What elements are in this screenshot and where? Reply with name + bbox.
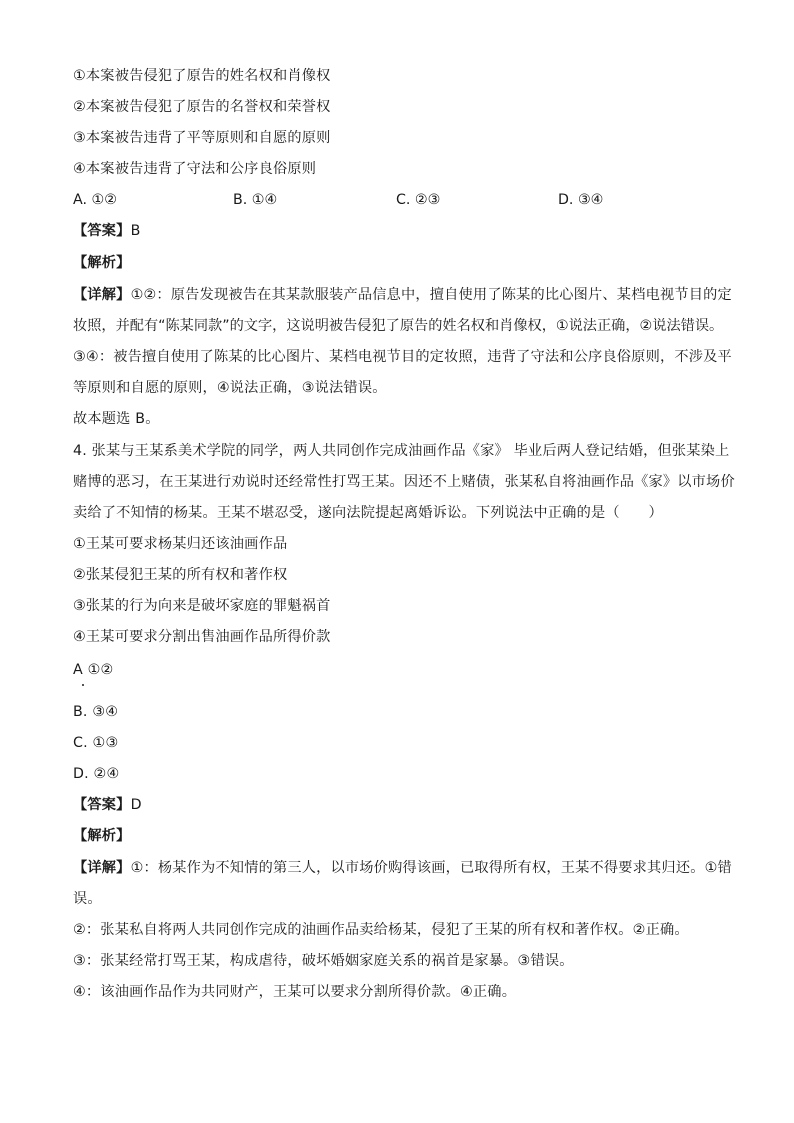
q4-statement-2: ②张某侵犯王某的所有权和著作权 (73, 567, 288, 583)
detail-text: ①②：原告发现被告在其某款服装产品信息中，擅自使用了陈某的比心图片、某档电视节目的定 (130, 287, 732, 303)
q3-option-b: B. ①④ (233, 192, 278, 208)
q3-statement-3: ③本案被告违背了平等原则和自愿的原则 (73, 130, 331, 146)
q4-option-d: D. ②④ (73, 766, 120, 782)
q4-option-c: C. ①③ (73, 735, 119, 751)
answer-tag: 【答案】 (73, 797, 131, 813)
q4-stem-line-1: 4. 张某与王某系美术学院的同学，两人共同创作完成油画作品《家》 毕业后两人登记结婚，但张某染上 (73, 443, 730, 459)
q4-stem-line-3: 卖给了不知情的杨某。王某不堪忍受，遂向法院提起离婚诉讼。下列说法中正确的是（ ） (73, 505, 663, 521)
q4-statement-3: ③张某的行为向来是破坏家庭的罪魁祸首 (73, 598, 331, 614)
q3-conclusion: 故本题选 B。 (73, 411, 160, 427)
answer-value: D (130, 797, 142, 813)
detail-tag: 【详解】 (73, 287, 131, 303)
q3-analysis-heading (73, 253, 131, 273)
q4-detail-line-3: ②：张某私自将两人共同创作完成的油画作品卖给杨某，侵犯了王某的所有权和著作权。②正确。 (73, 922, 689, 938)
q3-option-c: C. ②③ (396, 192, 441, 208)
q4-detail-line-2: 误。 (73, 891, 102, 907)
q4-statement-1: ①王某可要求杨某归还该油画作品 (73, 536, 288, 552)
detail-text: ①：杨某作为不知情的第三人，以市场价购得该画，已取得所有权，王某不得要求其归还。①错 (130, 860, 732, 876)
q3-option-d: D. ③④ (558, 192, 604, 208)
q4-option-b: B. ③④ (73, 704, 119, 720)
q4-analysis-heading (73, 826, 131, 846)
q4-statement-4: ④王某可要求分割出售油画作品所得价款 (73, 629, 331, 645)
q3-detail-line-3: ③④：被告擅自使用了陈某的比心图片、某档电视节目的定妆照，违背了守法和公序良俗原则，不涉及平 (73, 349, 732, 365)
answer-tag: 【答案】 (73, 223, 131, 239)
q3-statement-4: ④本案被告违背了守法和公序良俗原则 (73, 161, 317, 177)
q3-statement-2: ②本案被告侵犯了原告的名誉权和荣誉权 (73, 99, 331, 115)
q3-detail-line-2: 妆照，并配有“陈某同款”的文字，这说明被告侵犯了原告的姓名权和肖像权，①说法正确，②说法错误。 (73, 318, 724, 334)
answer-value: B (130, 223, 141, 239)
analysis-tag: 【解析】 (73, 828, 131, 844)
q3-statement-1: ①本案被告侵犯了原告的姓名权和肖像权 (73, 68, 331, 84)
q4-detail-line-5: ④：该油画作品作为共同财产，王某可以要求分割所得价款。④正确。 (73, 984, 517, 1000)
q4-answer-line (73, 795, 142, 815)
q4-detail-line-4: ③：张某经常打骂王某，构成虐待，破坏婚姻家庭关系的祸首是家暴。③错误。 (73, 953, 574, 969)
q4-option-a: A ①② (73, 662, 114, 678)
q4-stem-line-2: 赌博的恶习，在王某进行劝说时还经常性打骂王某。因还不上赌债，张某私自将油画作品《家》以市场价 (73, 474, 735, 490)
q3-detail-line-1 (73, 285, 732, 305)
analysis-tag: 【解析】 (73, 255, 131, 271)
q3-answer-line (73, 221, 141, 241)
q3-detail-line-4: 等原则和自愿的原则，④说法正确，③说法错误。 (73, 380, 387, 396)
q3-option-a: A. ①② (73, 192, 117, 208)
q4-detail-line-1 (73, 858, 732, 878)
detail-tag: 【详解】 (73, 860, 131, 876)
stray-dot (82, 684, 84, 686)
